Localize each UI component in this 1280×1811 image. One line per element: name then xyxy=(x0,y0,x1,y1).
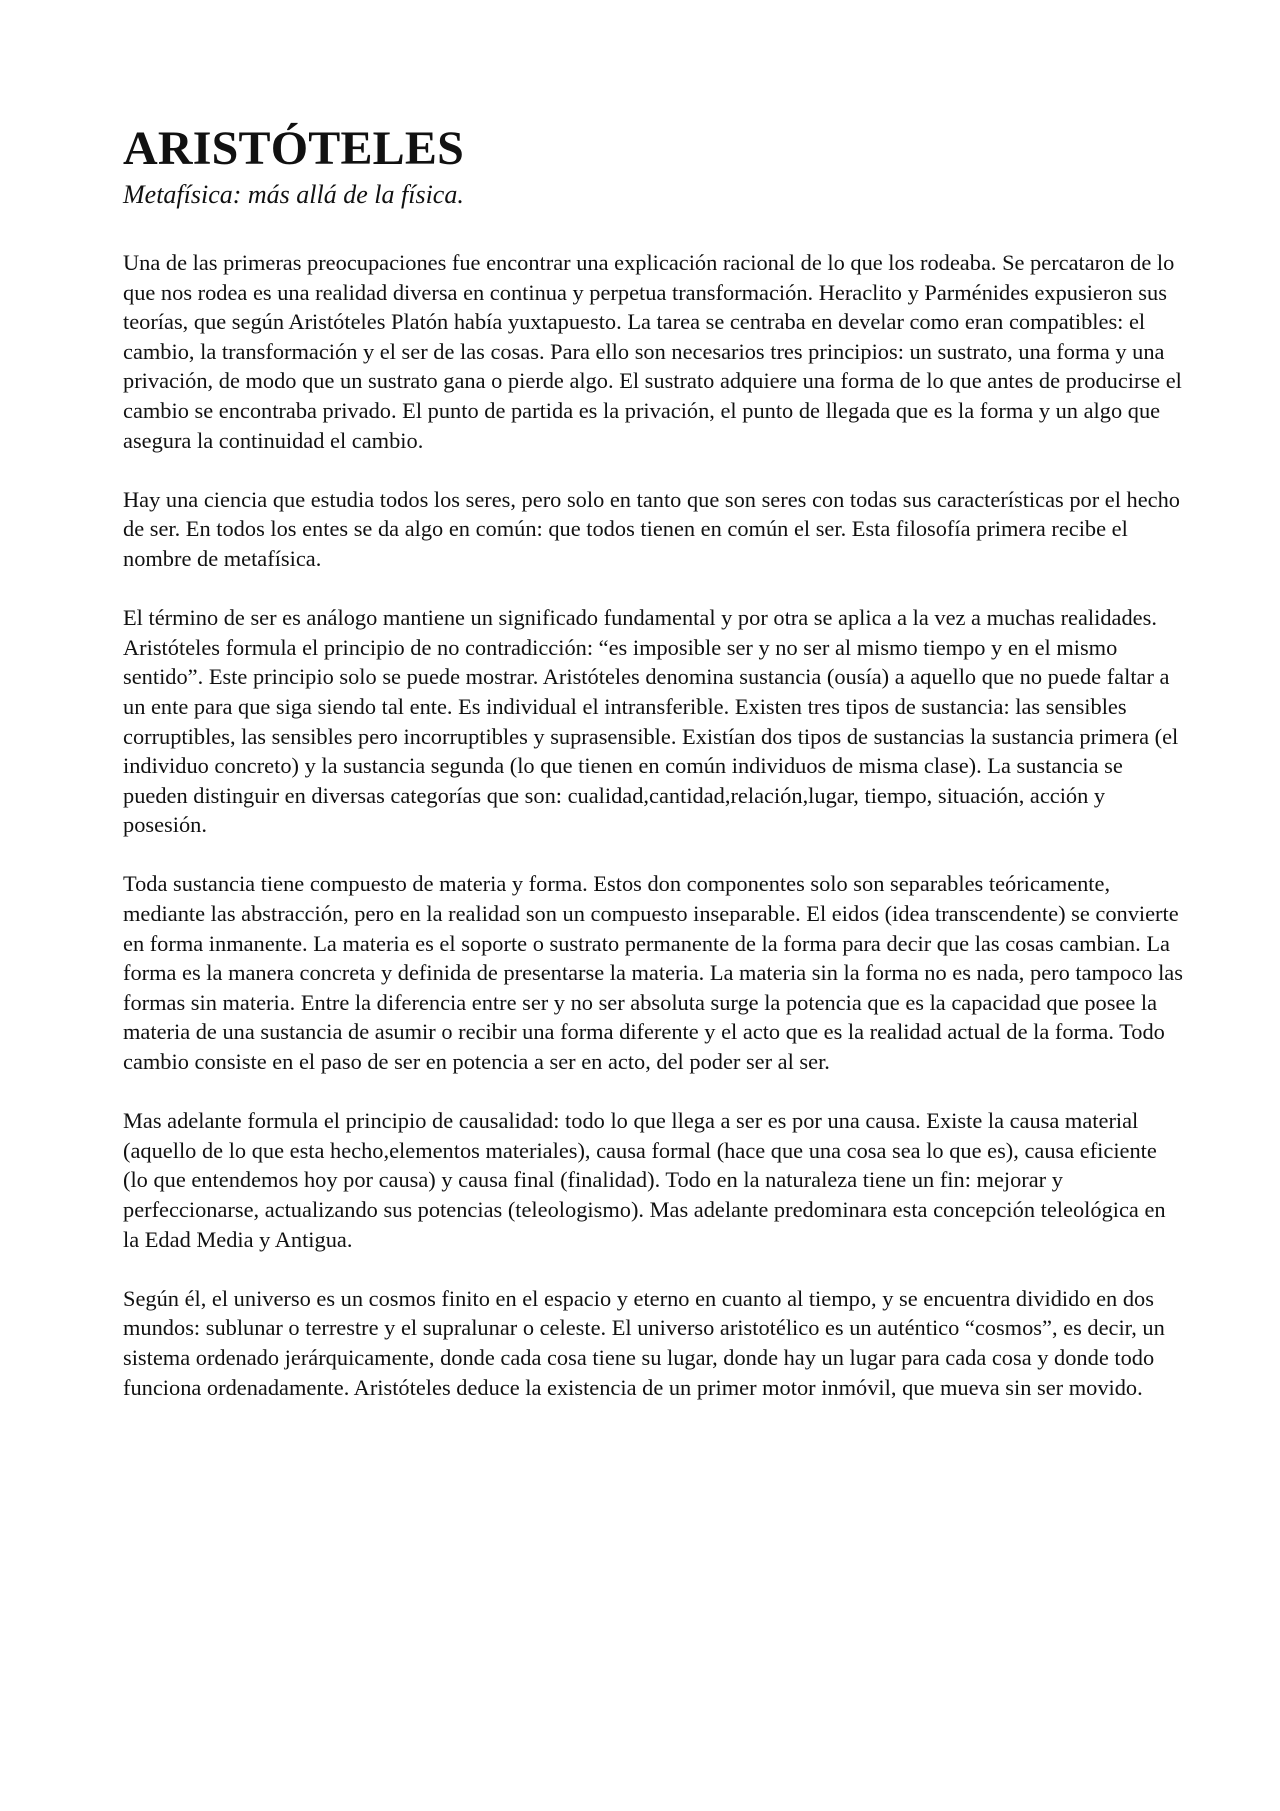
paragraph-3: El término de ser es análogo mantiene un significado fundamental y por otra se aplica a la vez a muchas realidades. Aristóteles formula el principio de no contradicción: “es imposible ser y no ser al mismo tiempo y en el mismo sentido”. Este principio solo se puede mostrar. Aristóteles denomina sustancia (ousía) a aquello que no puede faltar a un ente para que siga siendo tal ente. Es individual el intransferible. Existen tres tipos de sustancia: las sensibles corruptibles, las sensibles pero incorruptibles y suprasensible. Existían dos tipos de sustancias la sustancia primera (el individuo concreto) y la sustancia segunda (lo que tienen en común individuos de misma clase). La sustancia se pueden distinguir en diversas categorías que son: cualidad,cantidad,relación,lugar, tiempo, situación, acción y posesión. xyxy=(123,605,1179,838)
document-title: ARISTÓTELES xyxy=(123,122,465,175)
paragraph-1: Una de las primeras preocupaciones fue encontrar una explicación racional de lo que los rodeaba. Se percataron de lo que nos rodea es una realidad diversa en continua y perpetua transformación. Heraclito y Parménides expusieron sus teorías, que según Aristóteles Platón había yuxtapuesto. La tarea se centraba en develar como eran compatibles: el cambio, la transformación y el ser de las cosas. Para ello son necesarios tres principios: un sustrato, una forma y una privación, de modo que un sustrato gana o pierde algo. El sustrato adquiere una forma de lo que antes de producirse el cambio se encontraba privado. El punto de partida es la privación, el punto de llegada que es la forma y un algo que asegura la continuidad el cambio. xyxy=(123,250,1182,453)
paragraph-6: Según él, el universo es un cosmos finito en el espacio y eterno en cuanto al tiempo, y se encuentra dividido en dos mundos: sublunar o terrestre y el supralunar o celeste. El universo aristotélico es un auténtico “cosmos”, es decir, un sistema ordenado jerárquicamente, donde cada cosa tiene su lugar, donde hay un lugar para cada cosa y donde todo funciona ordenadamente. Aristóteles deduce la existencia de un primer motor inmóvil, que mueva sin ser movido. xyxy=(123,1285,1165,1400)
document-subtitle: Metafísica: más allá de la física. xyxy=(123,180,464,209)
paragraph-4: Toda sustancia tiene compuesto de materia y forma. Estos don componentes solo son separables teóricamente, mediante las abstracción, pero en la realidad son un compuesto inseparable. El eidos (idea transcendente) se convierte en forma inmanente. La materia es el soporte o sustrato permanente de la forma para decir que las cosas cambian. La forma es la manera concreta y definida de presentarse la materia. La materia sin la forma no es nada, pero tampoco las formas sin materia. Entre la diferencia entre ser y no ser absoluta surge la potencia que es la capacidad que posee la materia de una sustancia de asumir o recibir una forma diferente y el acto que es la realidad actual de la forma. Todo cambio consiste en el paso de ser en potencia a ser en acto, del poder ser al ser. xyxy=(123,871,1183,1075)
paragraph-5: Mas adelante formula el principio de causalidad: todo lo que llega a ser es por una causa. Existe la causa material (aquello de lo que esta hecho,elementos materiales), causa formal (hace que una cosa sea lo que es), causa eficiente (lo que entendemos hoy por causa) y causa final (finalidad). Todo en la naturaleza tiene un fin: mejorar y perfeccionarse, actualizando sus potencias (teleologismo). Mas adelante predominara esta concepción teleológica en la Edad Media y Antigua. xyxy=(123,1108,1166,1252)
document-page xyxy=(123,120,1183,1432)
paragraph-2: Hay una ciencia que estudia todos los seres, pero solo en tanto que son seres con todas sus características por el hecho de ser. En todos los entes se da algo en común: que todos tienen en común el ser. Esta filosofía primera recibe el nombre de metafísica. xyxy=(123,486,1181,571)
